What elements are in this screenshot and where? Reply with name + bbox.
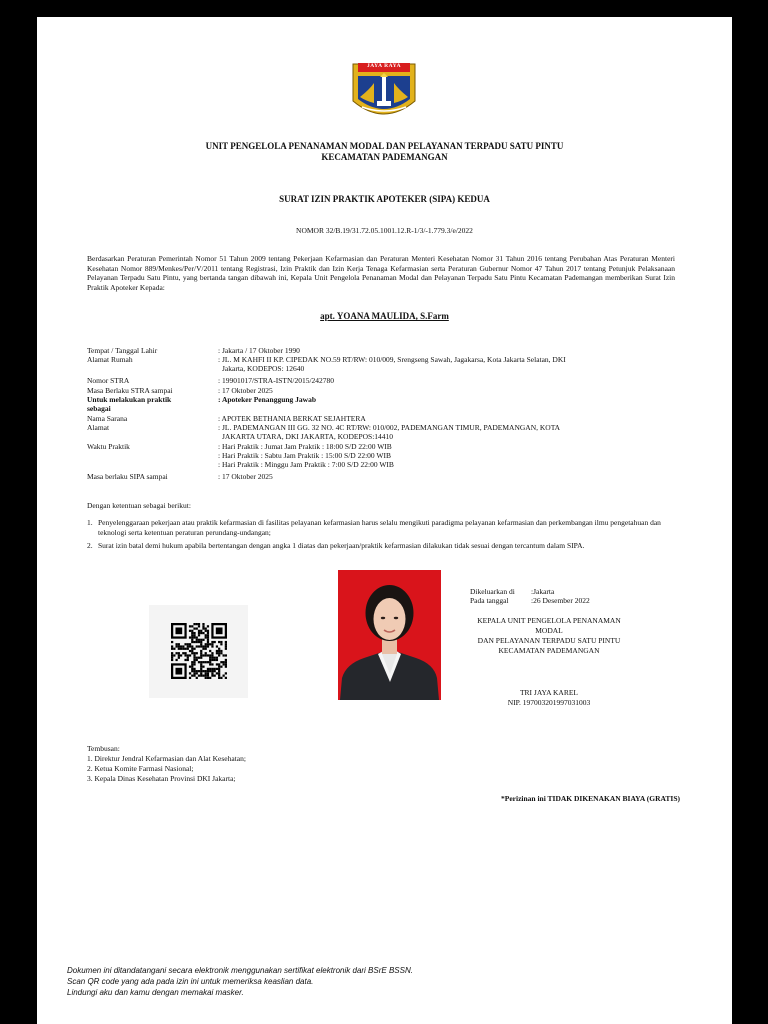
detail-value: JAKARTA UTARA, DKI JAKARTA, KODEPOS:14410 bbox=[222, 432, 394, 441]
condition-number: 2. bbox=[87, 541, 93, 550]
detail-value: : Hari Praktik : Minggu Jam Praktik : 7:00 S/D 22:00 WIB bbox=[218, 460, 394, 469]
detail-label: Untuk melakukan praktik bbox=[87, 395, 172, 404]
detail-label: Nama Sarana bbox=[87, 414, 128, 423]
agency-name-line1: UNIT PENGELOLA PENANAMAN MODAL DAN PELAYANAN TERPADU SATU PINTU bbox=[205, 141, 564, 151]
detail-value: Jakarta, KODEPOS: 12640 bbox=[222, 364, 305, 373]
footer-line: Lindungi aku dan kamu dengan memakai masker. bbox=[67, 988, 244, 997]
agency-name-line2: KECAMATAN PADEMANGAN bbox=[321, 152, 448, 162]
document-page bbox=[37, 17, 732, 1024]
footer-line: Dokumen ini ditandatangani secara elektronik menggunakan sertifikat elektronik dari BSrE BSSN. bbox=[67, 966, 413, 975]
signatory-name: TRI JAYA KAREL bbox=[519, 688, 579, 697]
condition-text: Penyelenggaraan pekerjaan atau praktik kefarmasian di fasilitas pelayanan kefarmasian harus selalu mengikuti paradigma pelayanan kefarmasian dan perkembangan ilmu pengetahuan dan teknologi serta ketentuan peraturan perundang-undangan; bbox=[98, 518, 661, 537]
applicant-photo bbox=[338, 570, 441, 700]
conditions-intro: Dengan ketentuan sebagai berikut: bbox=[87, 501, 191, 510]
issued-at-label: Dikeluarkan di bbox=[470, 587, 515, 596]
detail-value: : APOTEK BETHANIA BERKAT SEJAHTERA bbox=[218, 414, 366, 423]
document-number: NOMOR 32/B.19/31.72.05.1001.12.R-1/3/-1.779.3/e/2022 bbox=[296, 226, 473, 235]
signatory-title-line3: DAN PELAYANAN TERPADU SATU PINTU bbox=[477, 636, 621, 645]
condition-number: 1. bbox=[87, 518, 93, 527]
signatory-title-line1: KEPALA UNIT PENGELOLA PENANAMAN bbox=[477, 616, 621, 625]
recipient-name: apt. YOANA MAULIDA, S.Farm bbox=[320, 311, 449, 321]
person-photo-icon bbox=[338, 570, 441, 700]
detail-label: Tempat / Tanggal Lahir bbox=[87, 346, 158, 355]
detail-value: : 17 Oktober 2025 bbox=[218, 386, 273, 395]
e-signature-footer bbox=[67, 965, 413, 998]
issued-at-value: :Jakarta bbox=[531, 587, 555, 596]
cc-heading: Tembusan: bbox=[87, 744, 120, 753]
signatory-title-line4: KECAMATAN PADEMANGAN bbox=[498, 646, 600, 655]
cc-item: 3. Kepala Dinas Kesehatan Provinsi DKI Jakarta; bbox=[87, 774, 236, 783]
detail-value: : 19901017/STRA-ISTN/2015/242780 bbox=[218, 376, 335, 385]
qr-code-area bbox=[149, 605, 248, 698]
detail-value: : 17 Oktober 2025 bbox=[218, 472, 273, 481]
detail-label: sebagai bbox=[87, 404, 111, 413]
detail-label: Alamat bbox=[87, 423, 110, 432]
detail-label: Masa berlaku SIPA sampai bbox=[87, 472, 168, 481]
condition-text: Surat izin batal demi hukum apabila bertentangan dengan angka 1 diatas dan pekerjaan/praktik kefarmasian dilakukan tidak sesuai dengan tercantum dalam SIPA. bbox=[98, 541, 585, 550]
signatory-title-line2: MODAL bbox=[535, 626, 563, 635]
detail-value: : Hari Praktik : Sabtu Jam Praktik : 15:00 S/D 22:00 WIB bbox=[218, 451, 391, 460]
detail-label: Masa Berlaku STRA sampai bbox=[87, 386, 173, 395]
detail-value: : Hari Praktik : Jumat Jam Praktik : 18:00 S/D 22:00 WIB bbox=[218, 442, 392, 451]
free-of-charge-note: *Perizinan ini TIDAK DIKENAKAN BIAYA (GRATIS) bbox=[501, 794, 680, 803]
qr-code-icon bbox=[171, 623, 227, 679]
preamble-paragraph: Berdasarkan Peraturan Pemerintah Nomor 51 Tahun 2009 tentang Pekerjaan Kefarmasian dan Peraturan Menteri Kesehatan Nomor 31 Tahun 2016 tentang Perubahan Atas Peraturan Menteri Kesehatan Nomor 889/Menkes/Per/V/2011 tentang Registrasi, Izin Praktik dan Izin Kerja Tenaga Kefarmasian serta Peraturan Gubernur Nomor 47 Tahun 2017 tentang Petunjuk Pelaksanaan Pelayanan Terpadu Satu Pintu, yang bertanda tangan dibawah ini, Kepala Unit Pengelola Penanaman Modal dan Pelayanan Terpadu Satu Pintu Kecamatan Pademangan memberikan Surat Izin Praktik Apoteker Kepada: bbox=[87, 254, 675, 292]
document-title: SURAT IZIN PRAKTIK APOTEKER (SIPA) KEDUA bbox=[279, 194, 490, 204]
detail-value: : Jakarta / 17 Oktober 1990 bbox=[218, 346, 300, 355]
cc-item: 2. Ketua Komite Farmasi Nasional; bbox=[87, 764, 194, 773]
detail-label: Alamat Rumah bbox=[87, 355, 133, 364]
detail-value: : Apoteker Penanggung Jawab bbox=[218, 395, 316, 404]
detail-value: : JL. PADEMANGAN III GG. 32 NO. 4C RT/RW: 010/002, PADEMANGAN TIMUR, PADEMANGAN, KOTA bbox=[218, 423, 561, 432]
issue-date-label: Pada tanggal bbox=[470, 596, 509, 605]
detail-label: Waktu Praktik bbox=[87, 442, 130, 451]
detail-label: Nomor STRA bbox=[87, 376, 130, 385]
footer-line: Scan QR code yang ada pada izin ini untuk memeriksa keaslian data. bbox=[67, 977, 314, 986]
cc-item: 1. Direktur Jendral Kefarmasian dan Alat Kesehatan; bbox=[87, 754, 246, 763]
detail-value: : JL. M KAHFI II KP. CIPEDAK NO.59 RT/RW: 010/009, Srengseng Sawah, Jagakarsa, Kota Jakarta Selatan, DKI bbox=[218, 355, 566, 364]
logo-text: JAYA RAYA bbox=[366, 63, 402, 69]
issue-date-value: :26 Desember 2022 bbox=[531, 596, 590, 605]
signatory-nip: NIP. 197003201997031003 bbox=[507, 698, 591, 707]
